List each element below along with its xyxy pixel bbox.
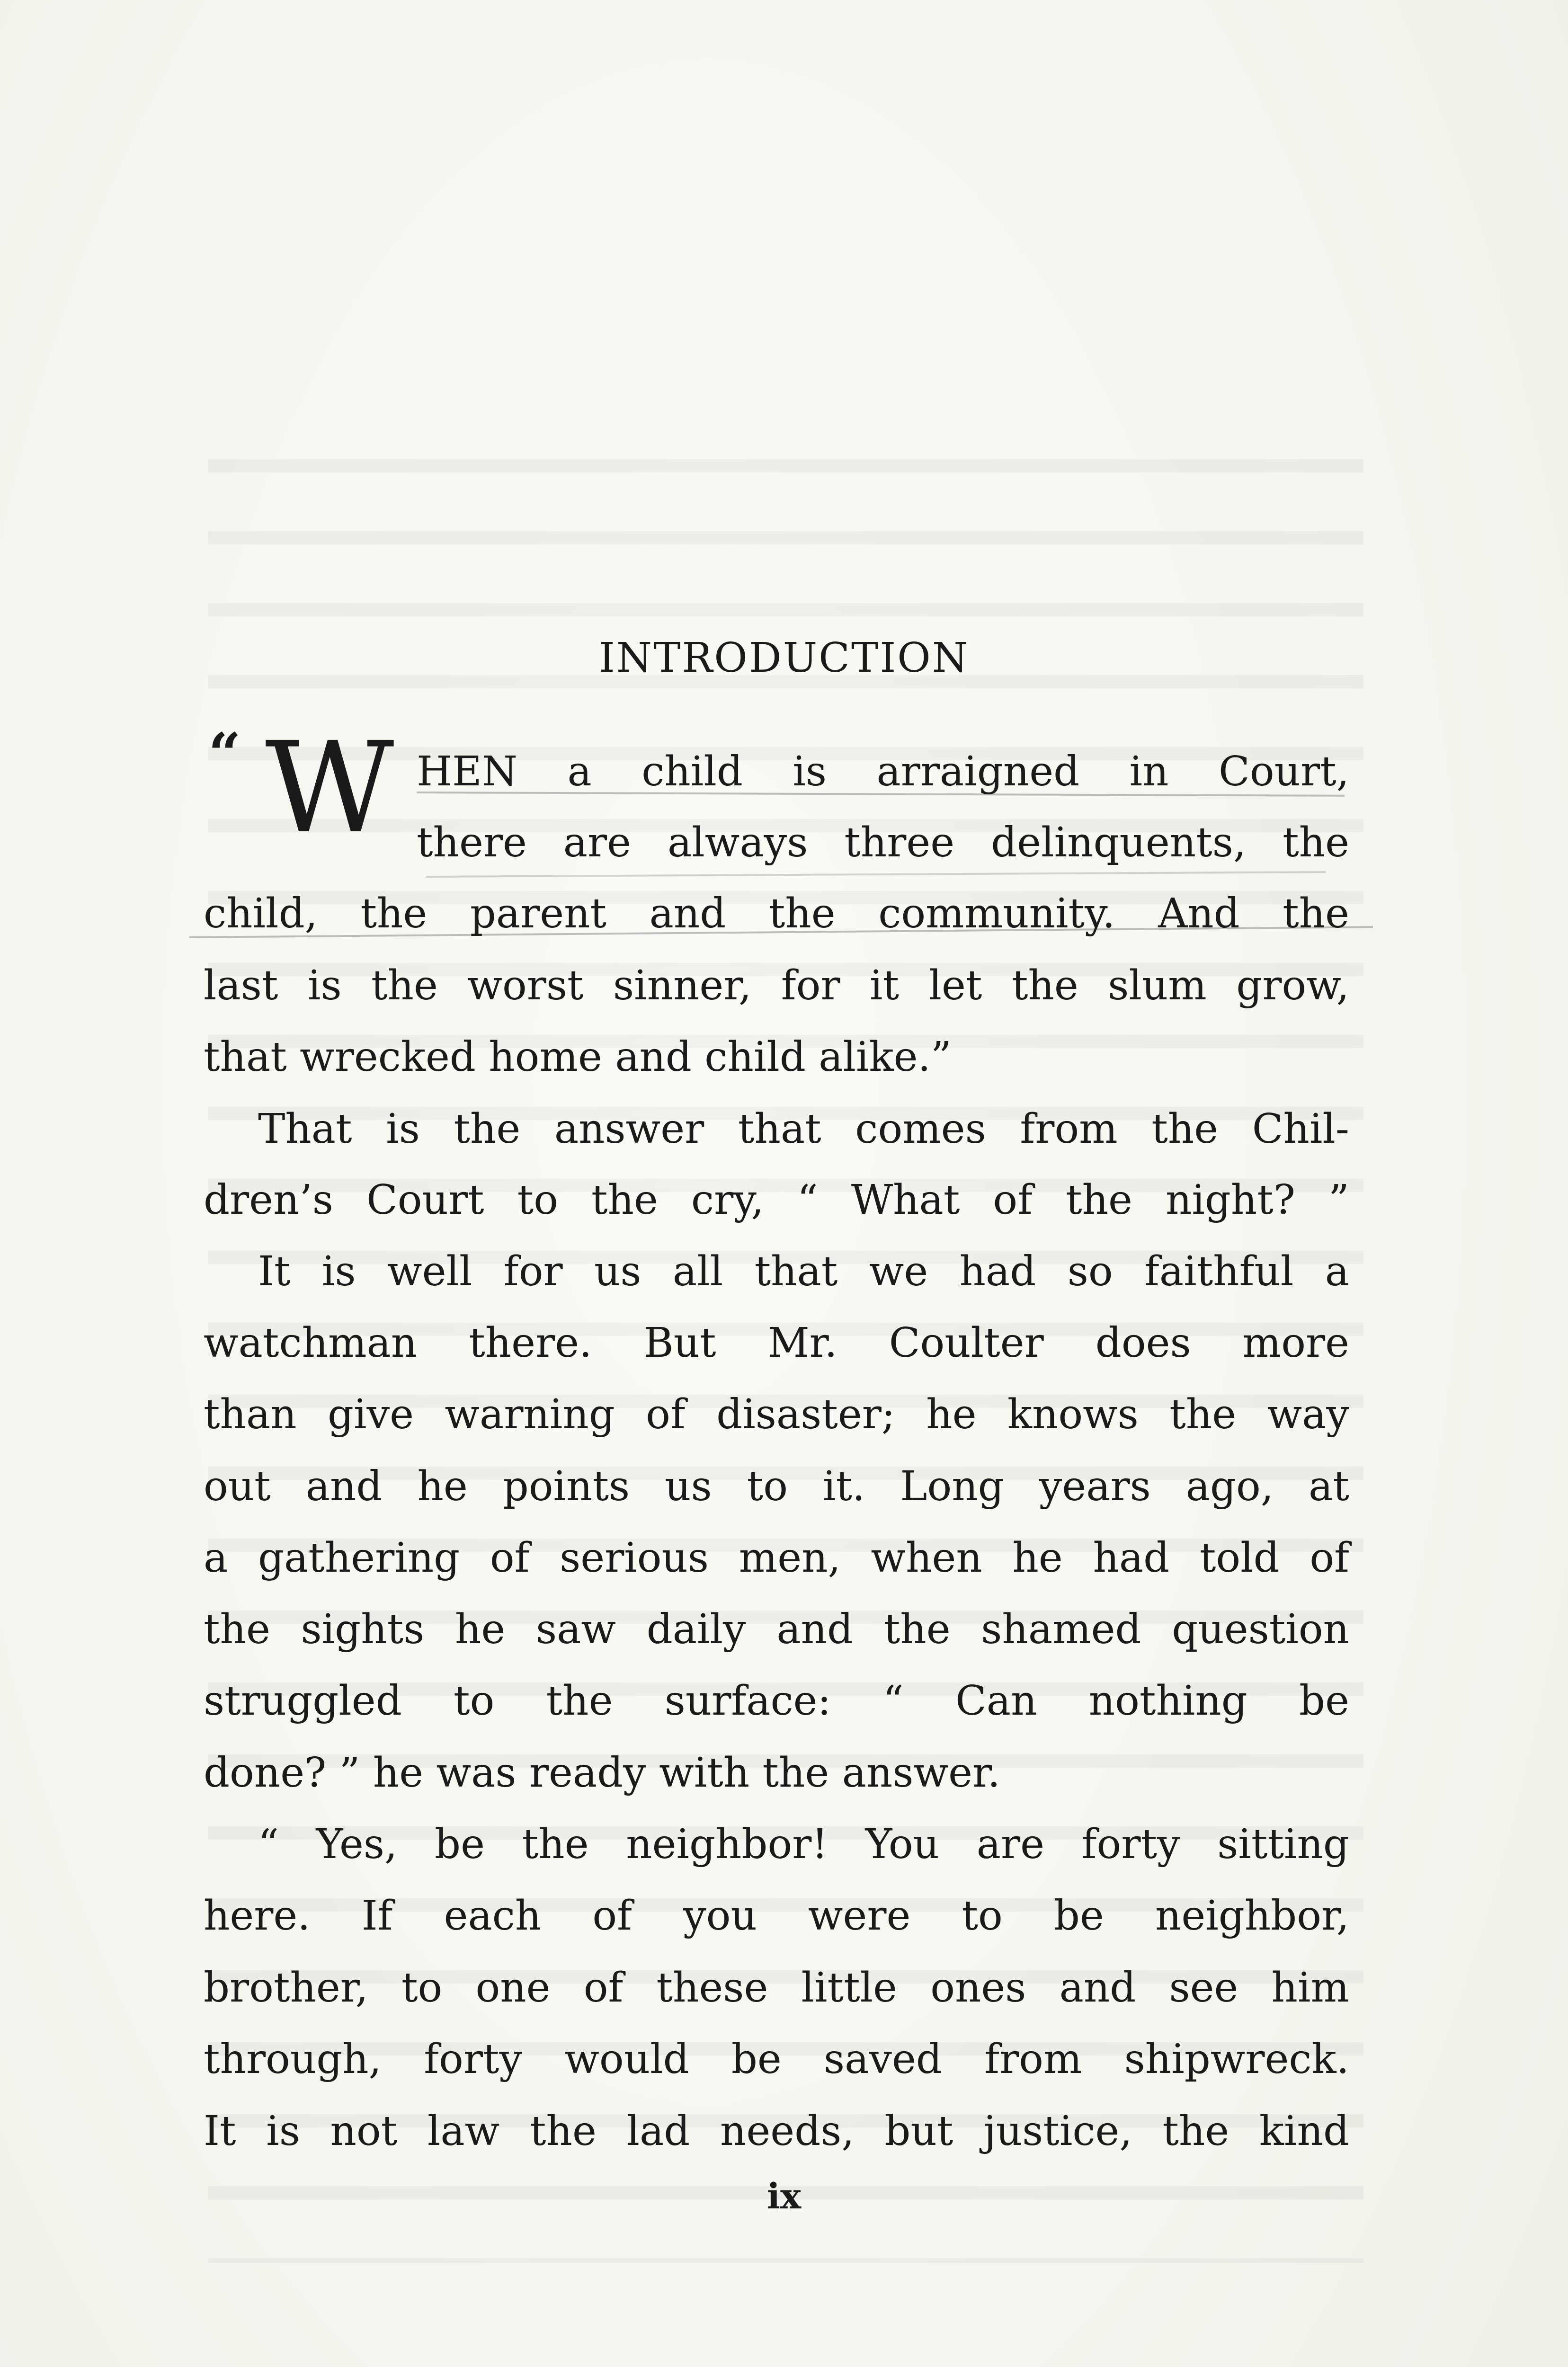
text-line: HEN a child is arraigned in Court, bbox=[417, 748, 1349, 795]
text-line: child, the parent and the community. And the bbox=[204, 890, 1349, 937]
text-line: out and he points us to it. Long years ago, at bbox=[204, 1463, 1349, 1510]
text-line: through, forty would be saved from shipwreck. bbox=[204, 2036, 1349, 2083]
text-line: dren’s Court to the cry, “ What of the night? ” bbox=[204, 1176, 1349, 1224]
text-line: the sights he saw daily and the shamed question bbox=[204, 1606, 1349, 1653]
text-line: watchman there. But Mr. Coulter does more bbox=[204, 1319, 1349, 1367]
text-line: a gathering of serious men, when he had told of bbox=[204, 1534, 1349, 1582]
drop-cap: W bbox=[265, 715, 394, 861]
text-line: struggled to the surface: “ Can nothing be bbox=[204, 1677, 1349, 1725]
text-line: last is the worst sinner, for it let the slum grow, bbox=[204, 962, 1349, 1009]
text-line: here. If each of you were to be neighbor, bbox=[204, 1892, 1349, 1940]
text-line: that wrecked home and child alike.” bbox=[204, 1033, 952, 1081]
text-line: “ Yes, be the neighbor! You are forty sitting bbox=[258, 1821, 1349, 1868]
text-line: than give warning of disaster; he knows the way bbox=[204, 1391, 1349, 1438]
opening-quote-mark: “ bbox=[208, 721, 241, 787]
text-line: That is the answer that comes from the Chil- bbox=[258, 1105, 1349, 1153]
text-line: brother, to one of these little ones and see him bbox=[204, 1964, 1349, 2011]
text-line: It is not law the lad needs, but justice, the kind bbox=[204, 2108, 1349, 2155]
text-line: It is well for us all that we had so faithful a bbox=[258, 1248, 1349, 1295]
page-number: ix bbox=[766, 2176, 802, 2217]
chapter-title: INTRODUCTION bbox=[598, 634, 970, 682]
text-line: done? ” he was ready with the answer. bbox=[204, 1749, 1000, 1797]
text-line: there are always three delinquents, the bbox=[417, 819, 1349, 866]
